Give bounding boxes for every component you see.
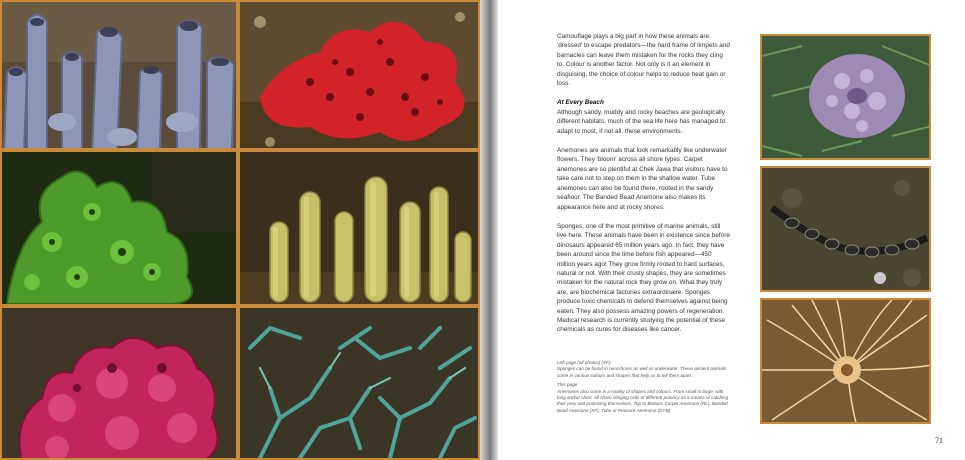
body-text — [557, 32, 730, 345]
photo-yellow-finger-sponge — [238, 150, 480, 306]
photo-tube-anemone — [760, 298, 931, 424]
paragraph-camouflage: Camouflage plays a big part in how these animals are 'dressed' to escape predators—the hard frame of limpets and barnacles can leave them mistaken for the rocks they cling to. Colour is another factor. Not only is it an element in disguising, the choice of colour helps to reduce heat gain or loss. — [557, 33, 730, 88]
caption-this-heading: This page: — [557, 382, 579, 388]
left-page-photo-grid — [0, 0, 480, 460]
photo-red-sponge — [238, 0, 480, 150]
subheading-at-every-beach: At Every Beach — [557, 99, 604, 107]
paragraph-anemones: Anemones are animals that look remarkably like underwater flowers. They 'bloom' across all shore types. Carpet anemones are so plentiful at Chek Jawa that visitors have to take care not to step on them in the shallow water. Tube anemones can also be found there, rooted in the sandy seafloor. The Banded Bead Anemone also makes its appearance here and at rocky shores. — [557, 147, 728, 211]
caption-left-text: Sponges can be found in nearshores as well as underwater. These ancient animals come in various colours and shapes that help us to tell them apart. — [557, 366, 727, 378]
photo-blue-tube-sponge — [0, 0, 238, 150]
caption-left-heading: Left page (all photos) (XF): — [557, 360, 612, 365]
right-page — [498, 0, 965, 460]
paragraph-beaches: Although sandy, muddy and rocky beaches are geologically different habitats, much of the sea life here has managed to adapt to most, if not all, these environments. — [557, 108, 726, 135]
book-gutter — [480, 0, 498, 460]
photo-carpet-anemone — [760, 34, 931, 160]
photo-banded-bead-anemone — [760, 166, 931, 292]
page-number: 71 — [935, 436, 943, 445]
caption-this-text: Anemones also come in a variety of shapes and colours. From small to large, with long and/or short. All share stinging cells of different potency as a means of catching their prey and protecting themselves. Top to Bottom: Carpet Anemone (RL), Banded Bead Anemone (XF), Tube or Peacock Anemone (DYB). — [557, 388, 729, 413]
photo-green-sponge — [0, 150, 238, 306]
photo-pink-sponge — [0, 306, 238, 460]
paragraph-sponges: Sponges, one of the most primitive of marine animals, still live here. These animals have been in existence since before dinosaurs appeared 65 million years ago. In fact, they have been around since the time before fish appeared—450 million years ago! They grow firmly rooted to hard surfaces, natural or not. With their crusty shapes, they are sometimes mistaken for the natural rock they grow on. What they truly are, are biochemical factories extraordinaire. Sponges produce toxic chemicals to defend themselves against being eaten. They also possess amazing powers of regeneration. Medical research is currently studying the potential of these chemicals as cures for diseases like cancer. — [557, 222, 730, 334]
photo-teal-branching-sponge — [238, 306, 480, 460]
photo-captions — [557, 360, 729, 417]
